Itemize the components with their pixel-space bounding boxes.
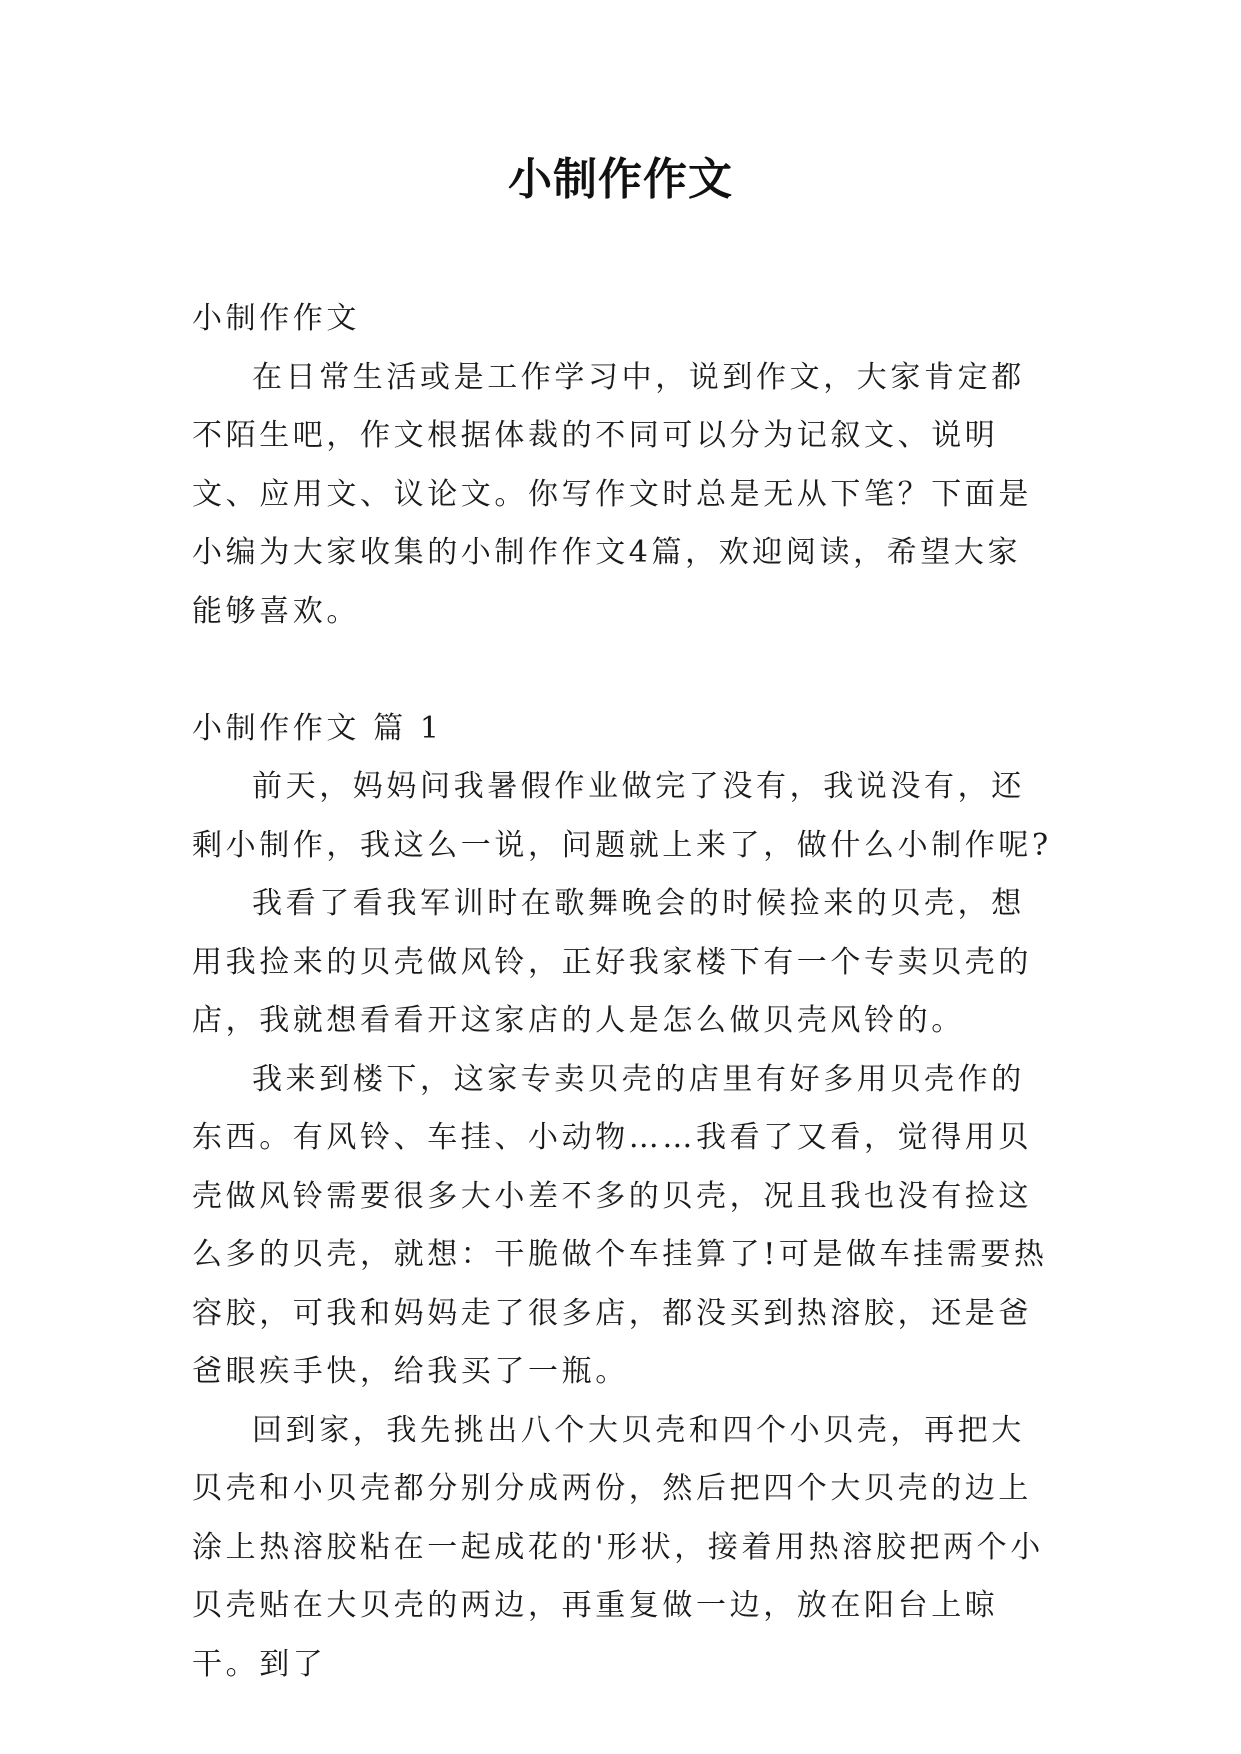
document-body bbox=[192, 290, 1054, 1694]
body-paragraph: 回到家，我先挑出八个大贝壳和四个小贝壳，再把大贝壳和小贝壳都分别分成两份，然后把四个大贝壳的边上涂上热溶胶粘在一起成花的'形状，接着用热溶胶把两个小贝壳贴在大贝壳的两边，再重复做一边，放在阳台上晾干。到了 bbox=[192, 1412, 1044, 1682]
section-heading: 小制作作文 篇 1 bbox=[192, 710, 443, 746]
body-paragraph: 前天，妈妈问我暑假作业做完了没有，我说没有，还剩小制作，我这么一说，问题就上来了，做什么小制作呢? bbox=[192, 769, 1052, 863]
intro-heading: 小制作作文 bbox=[192, 301, 360, 336]
body-paragraph: 我来到楼下，这家专卖贝壳的店里有好多用贝壳作的东西。有风铃、车挂、小动物……我看了又看，觉得用贝壳做风铃需要很多大小差不多的贝壳，况且我也没有捡这么多的贝壳，就想：干脆做个车挂算了!可是做车挂需要热容胶，可我和妈妈走了很多店，都没买到热溶胶，还是爸爸眼疾手快，给我买了一瓶。 bbox=[192, 1061, 1048, 1389]
document-title: 小制作作文 bbox=[508, 154, 733, 205]
spacer bbox=[192, 641, 1054, 700]
body-paragraph: 我看了看我军训时在歌舞晚会的时候捡来的贝壳，想用我捡来的贝壳做风铃，正好我家楼下有一个专卖贝壳的店，我就想看看开这家店的人是怎么做贝壳风铃的。 bbox=[192, 886, 1032, 1038]
intro-paragraph: 在日常生活或是工作学习中，说到作文，大家肯定都不陌生吧，作文根据体裁的不同可以分为记叙文、说明文、应用文、议论文。你写作文时总是无从下笔？下面是小编为大家收集的小制作作文4篇，欢迎阅读，希望大家能够喜欢。 bbox=[192, 359, 1032, 629]
